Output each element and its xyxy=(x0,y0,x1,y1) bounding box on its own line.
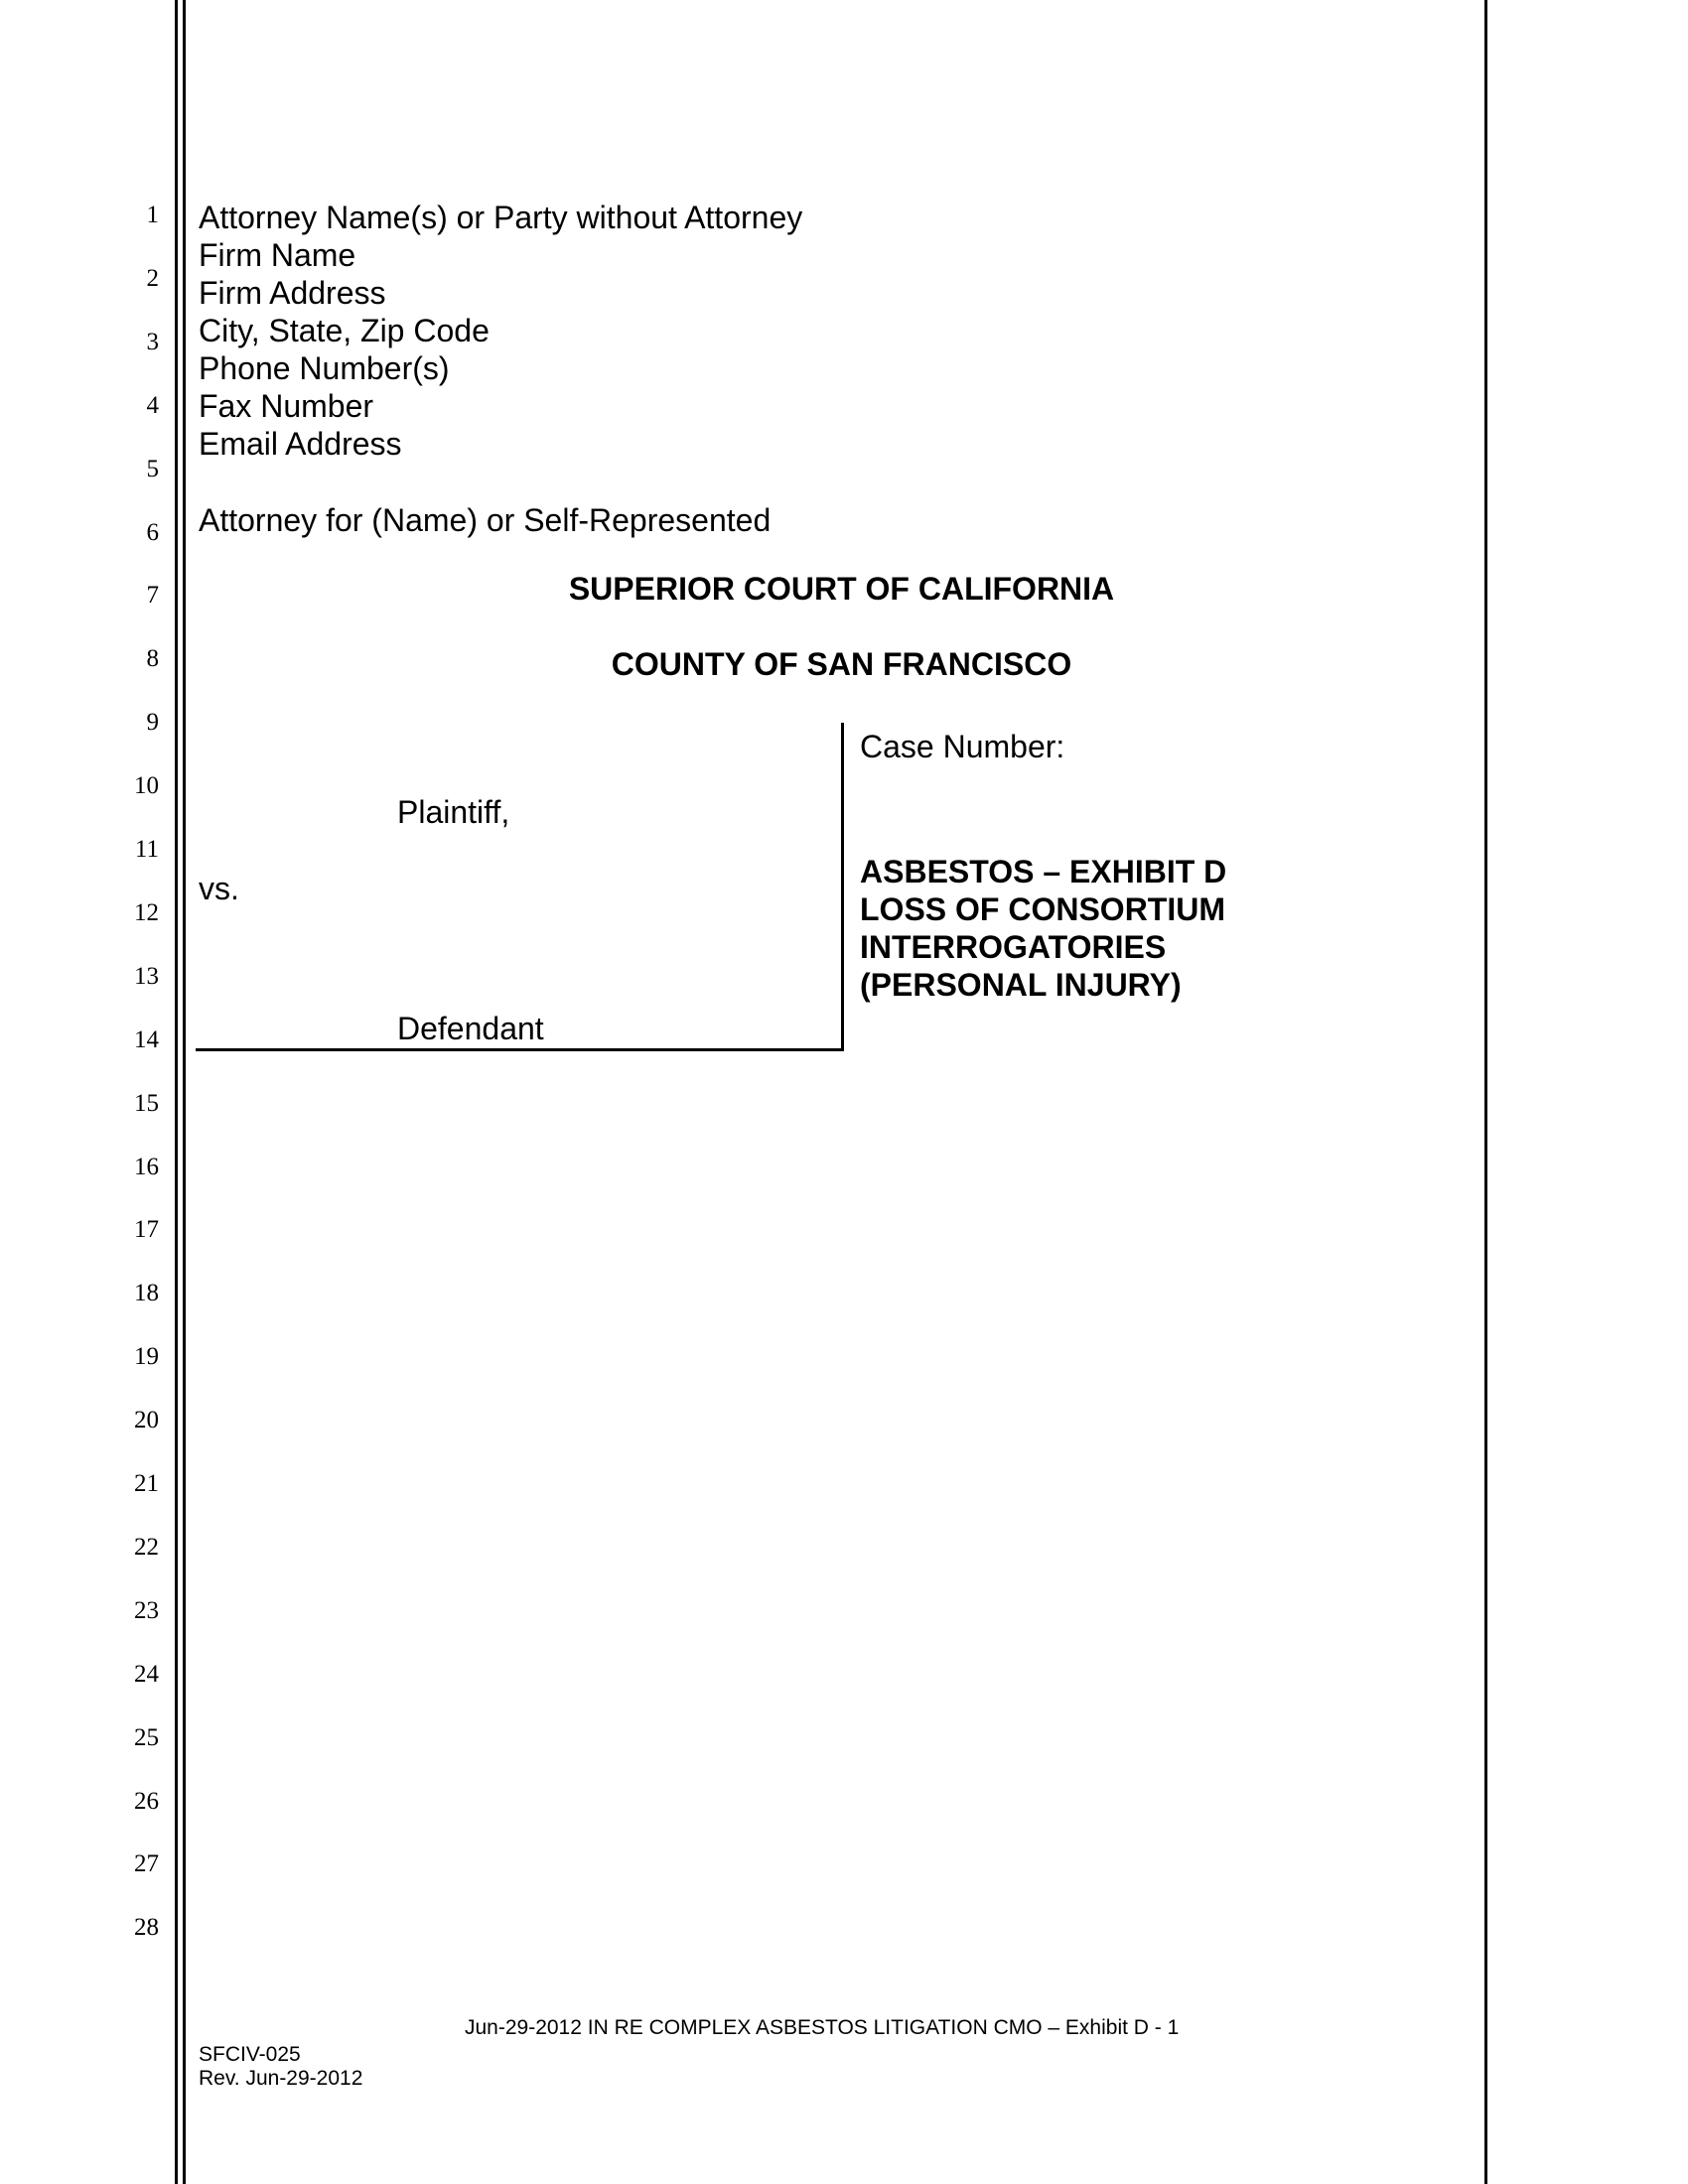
attorney-for-line: Attorney for (Name) or Self-Represented xyxy=(199,502,772,538)
line-number: 27 xyxy=(134,1850,159,1877)
phone-number-line: Phone Number(s) xyxy=(199,350,450,386)
line-number: 2 xyxy=(146,265,159,292)
line-number: 15 xyxy=(134,1090,159,1117)
line-number: 9 xyxy=(146,709,159,736)
document-title-line-3: INTERROGATORIES xyxy=(860,929,1167,965)
line-number: 6 xyxy=(146,519,159,546)
firm-address-line: Firm Address xyxy=(199,275,386,311)
line-number: 5 xyxy=(146,456,159,482)
line-number: 28 xyxy=(134,1914,159,1941)
line-number: 20 xyxy=(134,1407,159,1433)
caption-divider-horizontal xyxy=(196,1048,844,1051)
line-number: 1 xyxy=(146,202,159,228)
line-number: 4 xyxy=(146,392,159,419)
footer-center-text: Jun-29-2012 IN RE COMPLEX ASBESTOS LITIGATION CMO – Exhibit D - 1 xyxy=(465,2016,1180,2039)
left-margin-rule-inner xyxy=(183,0,186,2184)
court-name: SUPERIOR COURT OF CALIFORNIA xyxy=(568,571,1115,607)
caption-divider-vertical xyxy=(841,723,844,1050)
line-number: 25 xyxy=(134,1724,159,1751)
fax-number-line: Fax Number xyxy=(199,388,374,424)
left-margin-rule-outer xyxy=(175,0,178,2184)
line-number: 13 xyxy=(134,963,159,990)
line-number: 19 xyxy=(134,1343,159,1370)
line-number: 3 xyxy=(146,329,159,355)
versus-label: vs. xyxy=(199,871,239,906)
right-margin-rule xyxy=(1484,0,1487,2184)
line-number: 16 xyxy=(134,1154,159,1180)
line-number: 21 xyxy=(134,1470,159,1497)
line-number: 14 xyxy=(134,1026,159,1053)
case-number-label: Case Number: xyxy=(860,729,1065,764)
line-number: 26 xyxy=(134,1788,159,1815)
footer-form-id: SFCIV-025 xyxy=(199,2043,301,2066)
line-number: 23 xyxy=(134,1597,159,1624)
document-title-line-2: LOSS OF CONSORTIUM xyxy=(860,891,1225,927)
defendant-label: Defendant xyxy=(397,1011,544,1046)
court-county: COUNTY OF SAN FRANCISCO xyxy=(611,646,1072,682)
line-number: 10 xyxy=(134,772,159,799)
line-number: 8 xyxy=(146,645,159,672)
line-number: 17 xyxy=(134,1216,159,1243)
line-number: 7 xyxy=(146,582,159,609)
attorney-name-line: Attorney Name(s) or Party without Attorney xyxy=(199,200,803,235)
line-number: 11 xyxy=(134,836,159,863)
document-title-line-1: ASBESTOS – EXHIBIT D xyxy=(860,854,1227,889)
document-title xyxy=(860,853,1226,1004)
footer-revision: Rev. Jun-29-2012 xyxy=(199,2067,363,2090)
city-state-zip-line: City, State, Zip Code xyxy=(199,313,490,348)
line-number: 24 xyxy=(134,1661,159,1688)
line-number: 12 xyxy=(134,899,159,926)
plaintiff-label: Plaintiff, xyxy=(397,794,510,830)
line-number: 18 xyxy=(134,1280,159,1306)
firm-name-line: Firm Name xyxy=(199,237,356,273)
email-address-line: Email Address xyxy=(199,426,402,462)
document-title-line-4: (PERSONAL INJURY) xyxy=(860,967,1182,1003)
line-number: 22 xyxy=(134,1534,159,1561)
